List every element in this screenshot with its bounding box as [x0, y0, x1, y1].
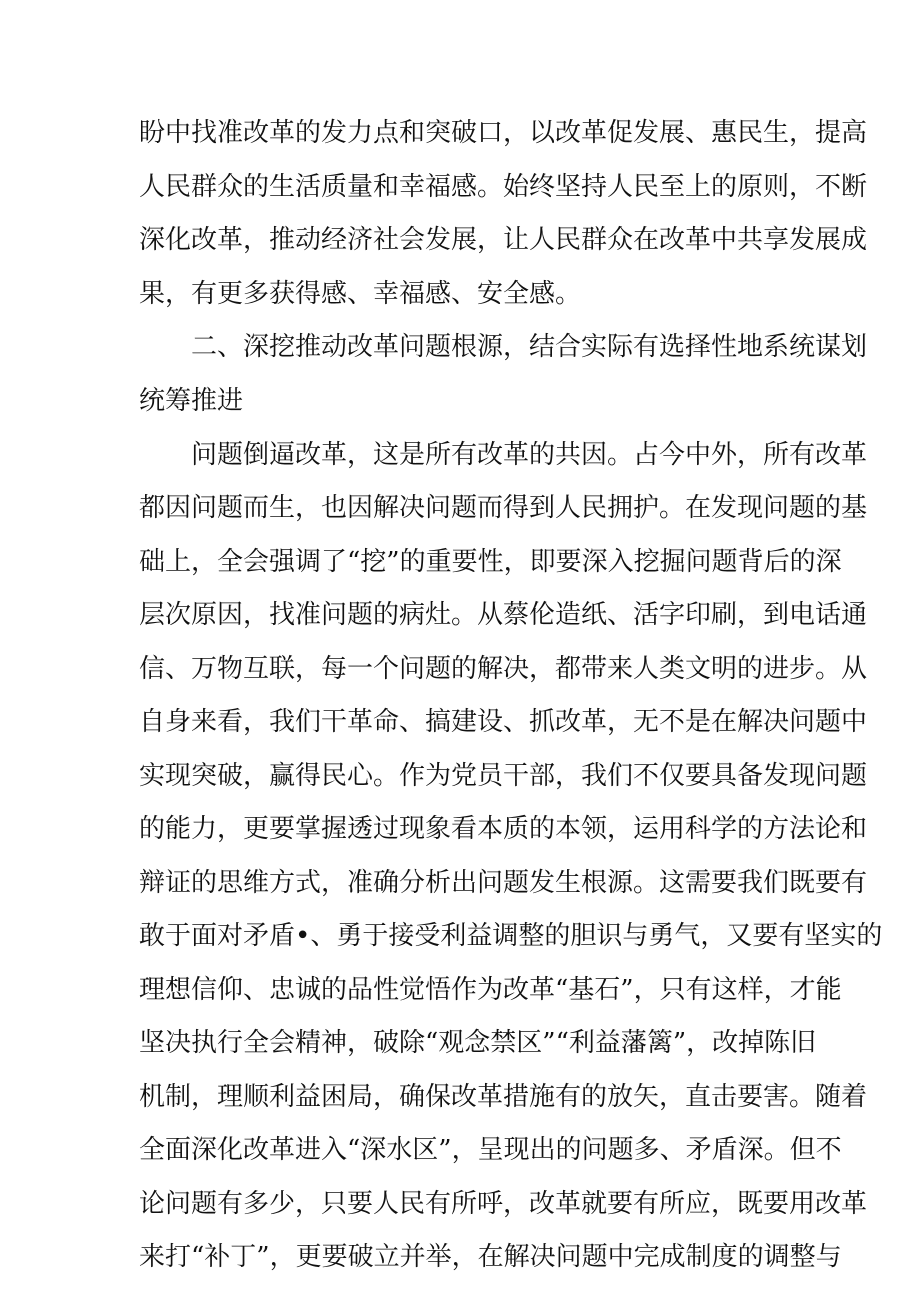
paragraph-1-line-2: 人民群众的生活质量和幸福感。始终坚持人民至上的原则，不断: [139, 172, 868, 202]
section-heading-2-line-1: 二、深挖推动改革问题根源，结合实际有选择性地系统谋划: [191, 332, 868, 362]
paragraph-2-line-2: 都因问题而生，也因解决问题而得到人民拥护。在发现问题的基: [139, 493, 868, 523]
paragraph-1-line-4: 果，有更多获得感、幸福感、安全感。: [139, 279, 582, 309]
paragraph-2-line-11: 理想信仰、忠诚的品性觉悟作为改革“基石”，只有这样，才能: [139, 975, 842, 1005]
paragraph-2-line-6: 自身来看，我们干革命、搞建设、抓改革，无不是在解决问题中: [139, 707, 868, 737]
paragraph-2-line-16: 来打“补丁”，更要破立并举，在解决问题中完成制度的调整与: [139, 1242, 842, 1272]
paragraph-2-line-7: 实现突破，赢得民心。作为党员干部，我们不仅要具备发现问题: [139, 761, 868, 791]
paragraph-2-line-13: 机制，理顺利益困局，确保改革措施有的放矢，直击要害。随着: [139, 1082, 868, 1112]
paragraph-1-line-3: 深化改革，推动经济社会发展，让人民群众在改革中共享发展成: [139, 225, 868, 255]
paragraph-2-line-3: 础上，全会强调了“挖”的重要性，即要深入挖掘问题背后的深: [139, 547, 842, 577]
paragraph-2-line-10: 敢于面对矛盾•、勇于接受利益调整的胆识与勇气，又要有坚实的: [139, 921, 883, 951]
paragraph-2-line-1: 问题倒逼改革，这是所有改革的共因。占今中外，所有改革: [191, 440, 868, 470]
paragraph-2-line-9: 辩证的思维方式，准确分析出问题发生根源。这需要我们既要有: [139, 868, 868, 898]
paragraph-2-line-5: 信、万物互联，每一个问题的解决，都带来人类文明的进步。从: [139, 654, 868, 684]
paragraph-2-line-15: 论问题有多少，只要人民有所呼，改革就要有所应，既要用改革: [139, 1189, 868, 1219]
paragraph-2-line-14: 全面深化改革进入“深水区”，呈现出的问题多、矛盾深。但不: [139, 1135, 842, 1165]
paragraph-2-line-4: 层次原因，找准问题的病灶。从蔡伦造纸、活字印刷，到电话通: [139, 600, 868, 630]
paragraph-2-line-12: 坚决执行全会精神，破除“观念禁区”“利益藩篱”，改掉陈旧: [139, 1028, 817, 1058]
paragraph-2-line-8: 的能力，更要掌握透过现象看本质的本领，运用科学的方法论和: [139, 814, 868, 844]
section-heading-2-line-2: 统筹推进: [139, 386, 244, 416]
paragraph-1-line-1: 盼中找准改革的发力点和突破口，以改革促发展、惠民生，提高: [139, 118, 868, 148]
